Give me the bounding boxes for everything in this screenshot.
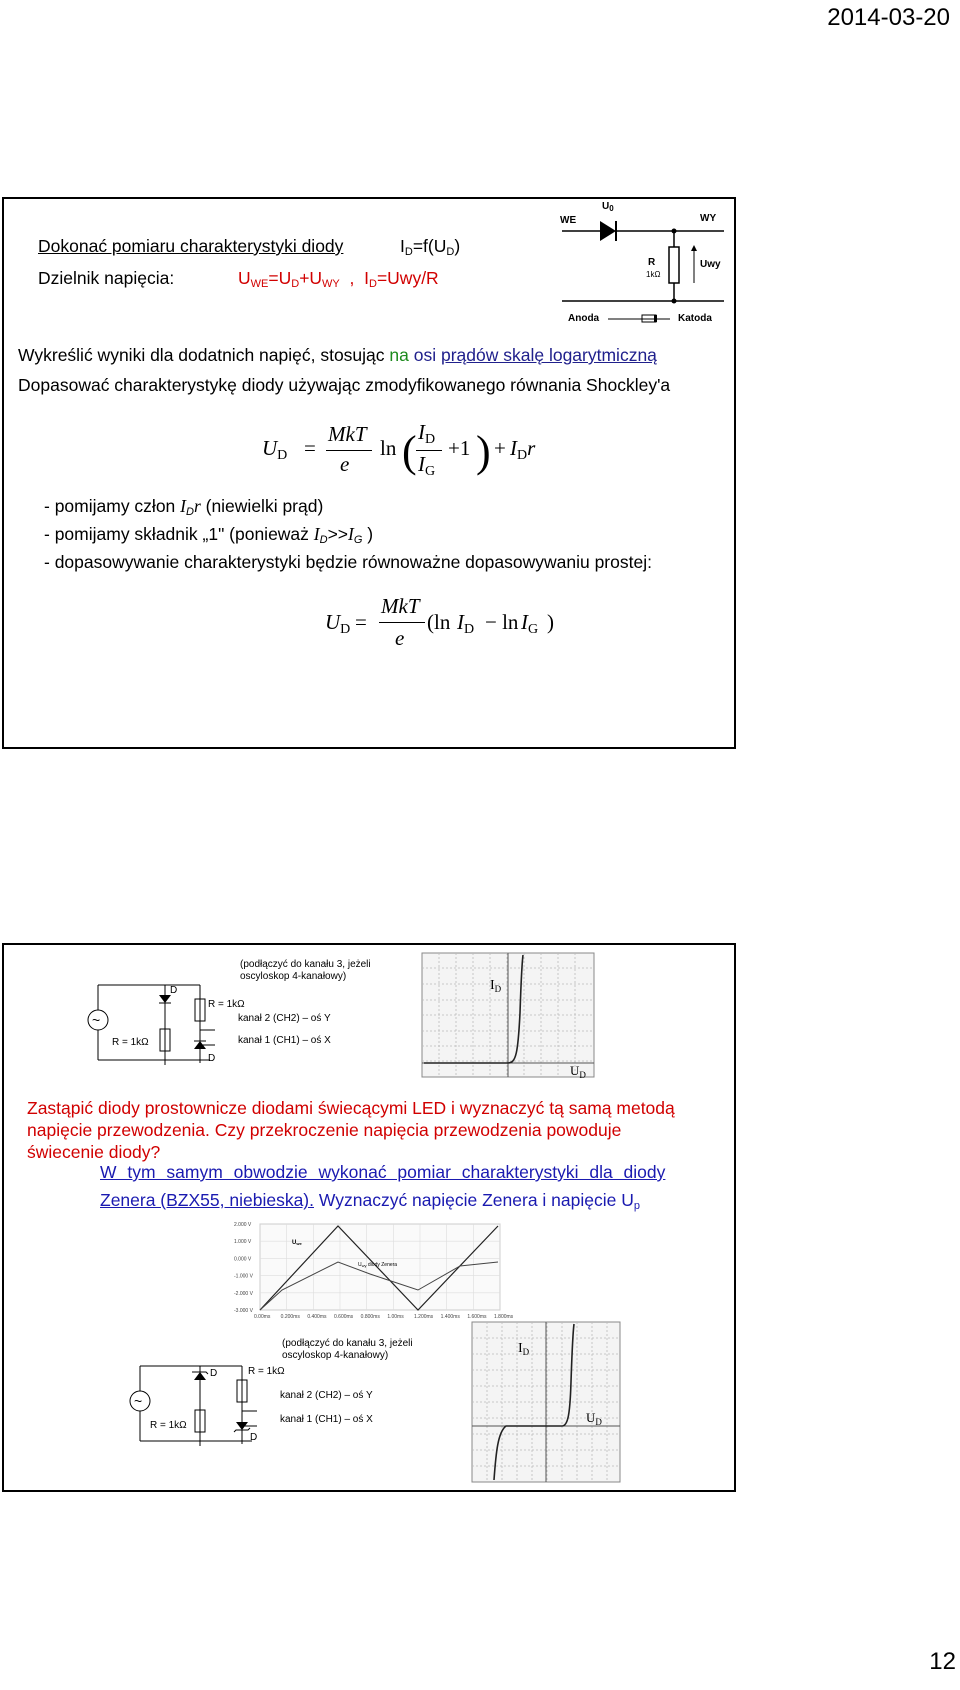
zener-diode-top-icon [194,1372,206,1380]
id-formula-text: ID=f(UD) [400,236,461,258]
led-instruction-line3: świecenie diody? [27,1142,161,1162]
ac-source-icon-2: ~ [134,1393,143,1409]
led-instruction-line2: napięcie przewodzenia. Czy przekroczenie napięcia przewodzenia powoduje [27,1120,622,1140]
y-tick-label: 1.000 V [234,1239,252,1246]
plot-instruction: Wykreślić wyniki dla dodatnich napięć, stosując na osi prądów skalę logarytmiczną [18,345,657,365]
diode-symbol [600,221,616,241]
shockley-equation: $U_D$ = MkT e ln ( $I_D$ $I_G$ +1 ) + [262,420,506,479]
voltage-divider-label: Dzielnik napięcia: [38,268,175,288]
y-tick-label: 2.000 V [234,1222,252,1228]
circuit-wy-label: WY [700,213,717,224]
diode-measurement-circuit [558,197,728,327]
scope2-ud-label: $U_D$ [586,1410,602,1427]
zener-diode-link[interactable]: Zenera (BZX55, niebieska). [100,1190,314,1210]
y-tick-label: -3.000 V [234,1308,253,1314]
zener-instruction-line2: Zenera (BZX55, niebieska). Wyznaczyć napięcie Zenera i napięcie Up [100,1190,640,1212]
x-tick-label: 1.400ms [440,1314,460,1320]
svg-text:R = 1kΩ: R = 1kΩ [248,1366,285,1377]
x-tick-label: 1.00ms [387,1314,404,1320]
scope1-id-label: $I_D$ [490,978,502,994]
svg-text:kanał 2 (CH2) – oś Y: kanał 2 (CH2) – oś Y [238,1013,331,1024]
svg-text:(podłączyć do kanału 3, jeżeli: (podłączyć do kanału 3, jeżeli [282,1338,413,1349]
bullet-neglect-idr: - pomijamy człon IDr (niewielki prąd) [44,496,324,518]
circuit-r-label: R [648,257,656,268]
bullet-line-fit: - dopasowywanie charakterystyki będzie równoważne dopasowywaniu prostej: [44,552,652,572]
svg-text:D: D [170,985,178,996]
page-date: 2014-03-20 [827,4,950,31]
scope-circuit-bottom [122,1336,422,1456]
voltage-divider-formula: UWE=UD+UWY , ID=Uwy/R [238,268,439,290]
scope-circuit-top [80,955,380,1075]
y-tick-label: 0.000 V [234,1256,252,1263]
svg-text:D: D [210,1368,218,1379]
oscilloscope-trace-1 [422,953,594,1080]
svg-text:R = 1kΩ: R = 1kΩ [112,1037,149,1048]
svg-text:D: D [250,1432,258,1443]
svg-text:R = 1kΩ: R = 1kΩ [208,999,245,1010]
zener-waveform-plot [222,1222,514,1322]
plot-uwy-label: $U_{wy}$ diody Zenera [358,1262,398,1268]
x-tick-label: 1.600ms [467,1314,487,1320]
x-tick-label: 0.00ms [254,1314,271,1320]
x-tick-label: 0.200ms [280,1314,300,1320]
zener-instruction-line1: W tym samym obwodzie wykonać pomiar charakterystyki dla diody [100,1162,666,1182]
circuit-we-label: WE [560,215,577,226]
oscilloscope-trace-2 [472,1322,620,1482]
y-tick-label: -2.000 V [234,1290,253,1297]
scope2-id-label: $I_D$ [518,1341,530,1357]
anode-label: Anoda [568,313,600,324]
linearized-equation: $U_D$ = MkT e (ln $I_D$ − ln $I_G$ ) [325,594,554,650]
svg-text:oscyloskop 4-kanałowy): oscyloskop 4-kanałowy) [282,1350,389,1361]
svg-text:D: D [208,1053,216,1064]
svg-text:kanał 1 (CH1) – oś X: kanał 1 (CH1) – oś X [238,1035,331,1046]
page-number: 12 [929,1648,956,1675]
y-tick-label: -1.000 V [234,1273,253,1280]
cathode-label: Katoda [678,313,712,324]
diode-top-icon [159,995,171,1003]
svg-text:R = 1kΩ: R = 1kΩ [150,1420,187,1431]
x-tick-label: 0.400ms [307,1314,327,1320]
bullet-neglect-one: - pomijamy składnik „1" (ponieważ ID>>IG ) [44,524,374,546]
measure-instruction-line: Dokonać pomiaru charakterystyki diody [38,236,344,256]
x-tick-label: 1.200ms [414,1314,434,1320]
x-tick-label: 0.800ms [360,1314,380,1320]
circuit-u0-label: $U_0$ [602,201,614,213]
x-tick-label: 0.600ms [334,1314,354,1320]
fit-instruction: Dopasować charakterystykę diody używając zmodyfikowanego równania Shockley'a [18,375,671,395]
circuit-r-value: 1kΩ [646,270,661,279]
ac-source-icon: ~ [92,1012,101,1028]
x-tick-label: 1.800ms [494,1314,514,1320]
svg-text:(podłączyć do kanału 3, jeżeli: (podłączyć do kanału 3, jeżeli [240,959,371,970]
circuit-uwy-label: Uwy [700,259,721,270]
led-instruction-line1: Zastąpić diody prostownicze diodami świecącymi LED i wyznaczyć tą samą metodą [27,1098,675,1118]
scope1-ud-label: $U_D$ [570,1063,586,1080]
eq1-ir-term: $I_Dr$ [510,436,536,463]
svg-text:kanał 2 (CH2) – oś Y: kanał 2 (CH2) – oś Y [280,1390,373,1401]
svg-text:kanał 1 (CH1) – oś X: kanał 1 (CH1) – oś X [280,1414,373,1425]
svg-text:oscyloskop 4-kanałowy): oscyloskop 4-kanałowy) [240,971,347,982]
resistor-symbol [669,247,679,283]
plot-uwe-label: Uwe [292,1240,302,1246]
